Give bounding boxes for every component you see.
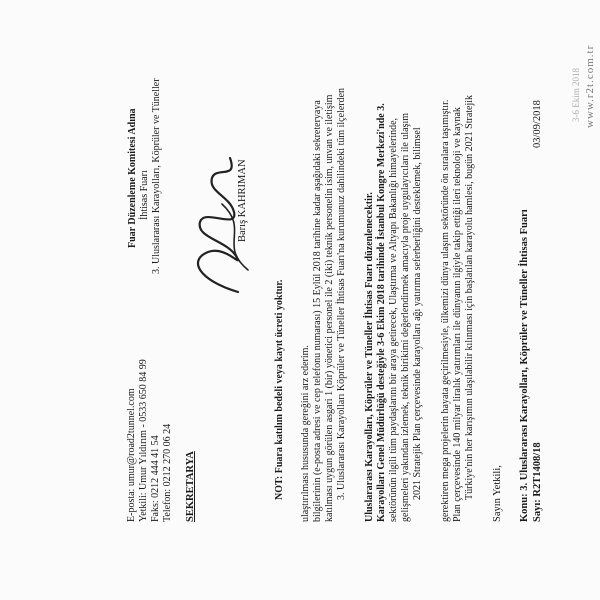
paragraph-line: bilgilerinin (e-posta adresi ve cep telefonu numarası) 15 Eylül 2018 tarihine kadar aşağıdaki sekreteryaya <box>312 100 323 522</box>
paragraph-line: Uluslararası Karayolları, Köprüler ve Tüneller İhtisas Fuarı düzenlenecektir. <box>364 192 375 522</box>
signatory-title-line: 3. Uluslararası Karayolları, Köprüler ve Tüneller <box>151 78 162 274</box>
secretariat-phone: Telefon: 0212 270 06 24 <box>162 423 173 522</box>
paragraph-line: Plan çerçevesinde 140 milyar liralık yatırımları ile dünyanın ilgiyle takip ettiği ileri teknoloji ve kaynak <box>452 107 463 522</box>
reference-number: Sayı: R2T1408/18 <box>532 442 543 522</box>
paragraph-line: ulaştırılması hususunda gereğini arz ederim. <box>300 345 311 522</box>
signatory-title-line: İhtisas Fuarı <box>139 170 150 220</box>
secretariat-email: E-posta: umur@road2tunnel.com <box>126 388 137 522</box>
signatory-name: Barış KAHRIMAN <box>237 159 248 242</box>
note-line: NOT: Fuara katılım bedeli veya kayıt ücreti yoktur. <box>274 279 285 500</box>
website-watermark: www.r2t.com.tr <box>584 44 596 128</box>
paragraph-line: Karayolları Genel Müdürlüğü desteğiyle 3-6 Ekim 2018 tarihinde İstanbul Kongre Merkezi'nde 3. <box>376 103 387 522</box>
secretariat-contact: Yetkili: Umur Yıldırım - 0533 650 84 99 <box>138 359 149 522</box>
paragraph-line: sektörünün ilgili tüm paydaşlarını bir araya getirecek, Ulaştırma ve Altyapı Bakanlığı himayelerinde, <box>388 117 399 522</box>
subject-line: Konu: 3. Uluslararası Karayolları, Köprüler ve Tüneller İhtisas Fuarı <box>519 209 530 522</box>
paragraph-line: gerektiren mega projelerin hayata geçirilmesiyle, ülkemizi dünya ulaşım sektöründe ön sıralara taşımıştır. <box>440 99 451 522</box>
paragraph-line: katılması uygun görülen asgari 1 (bir) yönetici personel ile 2 (iki) teknik personelin isim, unvan ve iletişim <box>324 94 335 522</box>
paragraph-line: Türkiye'nin her karışımın ulaşılabilir kılınması için başlatılan karayolu hamlesi, bugün 2021 Stratejik <box>464 94 475 500</box>
signatory-title-line: Fuar Düzenleme Komitesi Adına <box>127 108 138 248</box>
secretariat-fax: Faks: 0212 444 41 54 <box>150 435 161 522</box>
paragraph-line: 2021 Stratejik Plan çerçevesinde karayolları ağı yatırıma seferberliğini desteklemek, bilimsel <box>412 127 423 500</box>
paragraph-line: gelişmeleri yakından izlemek, teknik birikimi değerlendirmek amacıyla proje uygulayıcıları ile ulaşım <box>400 112 411 522</box>
letter-date: 03/09/2018 <box>532 100 543 148</box>
salutation: Sayın Yetkili, <box>492 465 503 522</box>
event-date-watermark: 3-6 Ekim 2018 <box>571 68 581 122</box>
secretariat-heading: SEKRETARYA <box>185 451 196 522</box>
paragraph-line: 3. Uluslararası Karayolları Köprüler ve Tüneller İhtisas Fuarı'na kurumunuz dahilindeki tüm ilçelerden <box>336 87 347 500</box>
